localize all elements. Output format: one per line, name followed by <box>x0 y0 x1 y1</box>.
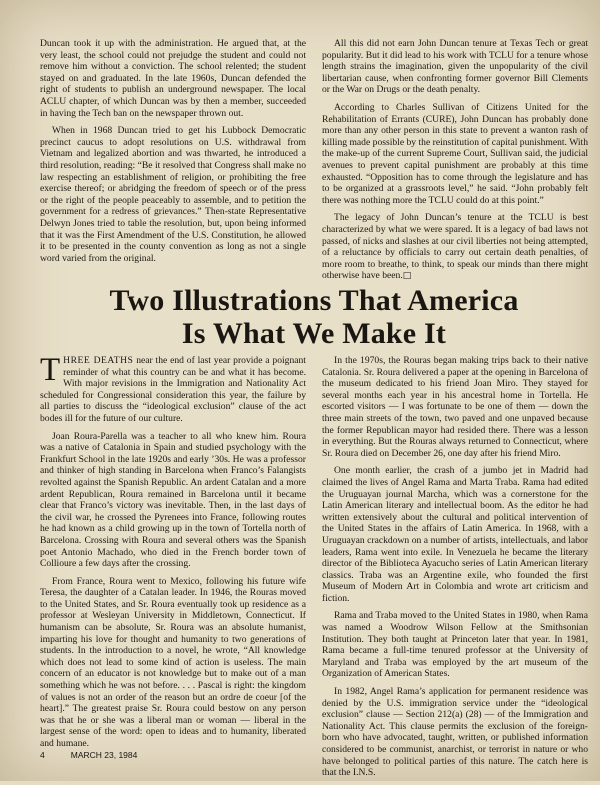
lead-text: near the end of last year provide a poignant reminder of what this country can be and what it has become. With major revisions in the Immigration and Nationality Act scheduled for Congressional consideration this year, the failure by all parties to discuss the “ideological exclusion” clause of the act bodes ill for the future of our culture. <box>40 355 306 424</box>
paragraph: Rama and Traba moved to the United States in 1980, when Rama was named a Woodrow Wilson Fellow at the Smithsonian Institution. They both taught at Princeton later that year. In 1981, Rama became a full-time tenured professor at the University of Maryland and Traba was employed by the art museum of the Organization of American States. <box>322 610 588 680</box>
article-right-column <box>322 355 588 785</box>
paragraph: Joan Roura-Parella was a teacher to all who knew him. Roura was a native of Catalonia in Spain and studied psychology with the Frankfurt School in the late 1920s and early ’30s. He was a professor and thinker of high standing in Barcelona when Franco’s Falangists revolted against the Spanish Republic. An ardent Catalan and a more ardent Republican, Roura remained in Barcelona until it became clear that Franco’s victory was inevitable. Then, in the last days of the civil war, he crossed the Pyrenees into France, following routes he had known as a child growing up in the town of Tortella north of Barcelona. Crossing with Roura and several others was the Spanish poet Antonio Machado, who died in the French border town of Collioure a few days after the crossing. <box>40 430 306 570</box>
headline-line-1: Two Illustrations That America <box>109 284 519 317</box>
top-columns <box>40 38 588 289</box>
page-footer <box>40 750 588 760</box>
paragraph: In the 1970s, the Rouras began making trips back to their native Catalonia. Sr. Roura delivered a paper at the opening in Barcelona of the museum dedicated to his friend Joan Miro. They stayed for several months each year in his ancestral home in Tortella. He escorted visitors — I was fortunate to be one of them — down the three main streets of the town, two paved and one unpaved because the former Republican mayor had resided there. There was a lesson in everything. But the Rouras always returned to Connecticut, where Sr. Roura died on December 26, one day after his friend Miro. <box>322 355 588 459</box>
lead-caps: HREE DEATHS <box>63 355 134 366</box>
top-right-column <box>322 38 588 289</box>
page-number: 4 <box>40 750 45 760</box>
lead-paragraph <box>40 352 306 425</box>
article-headline <box>40 284 588 350</box>
paragraph: All this did not earn John Duncan tenure at Texas Tech or great popularity. But it did lead to his work with TCLU for a tenure whose length strains the imagination, given the unpopularity of the civil libertarian cause, when confronting former governor Bill Clements or the War on Drugs or the death penalty. <box>322 38 588 96</box>
paragraph: Duncan took it up with the administration. He argued that, at the very least, the school could not prejudge the student and could not remove him without a conviction. The school relented; the student stayed on and graduated. In the late 1960s, Duncan defended the right of students to publish an underground newspaper. The local ACLU chapter, of which Duncan was by then a member, succeeded in having the Tech ban on the newspaper thrown out. <box>40 38 306 119</box>
article-columns <box>40 352 588 785</box>
drop-cap: T <box>40 352 61 388</box>
paragraph: In 1982, Angel Rama’s application for permanent residence was denied by the U.S. immigration service under the “ideological exclusion” clause — Section 212(a) (28) — of the Immigration and Nationality Act. This clause permits the exclusion of the foreign-born who have advocated, taught, written, or published information considered to be communist, anarchist, or terrorist in nature or who have belonged to political parties of this nature. The catch here is that the I.N.S. <box>322 686 588 779</box>
paragraph: According to Charles Sullivan of Citizens United for the Rehabilitation of Errants (CURE), John Duncan has probably done more than any other person in this state to prevent a wanton rash of killing made possible by the reinstitution of capital punishment. With the make-up of the current Supreme Court, Sullivan said, the judicial avenues to prevent capital punishment are probably at this time exhausted. “Opposition has to come through the legislature and has to be organized at a grassroots level,” he said. “John probably felt there was nothing more the TCLU could do at this point.” <box>322 101 588 206</box>
end-mark: □ <box>402 271 412 282</box>
paragraph-text: The legacy of John Duncan’s tenure at the TCLU is best characterized by what we were spared. It is a legacy of bad laws not passed, of nicks and slashes at our civil liberties not being attempted, of a reluctance by officials to carry out certain death penalties, of more room to breathe, to think, to speak our minds than there might otherwise have been. <box>322 212 588 282</box>
paragraph: From France, Roura went to Mexico, following his future wife Teresa, the daughter of a Catalan leader. In 1946, the Rouras moved to the United States, and Sr. Roura eventually took up residence as a professor at Wesleyan University in Middletown, Connecticut. If humanism can be absolute, Sr. Roura was an absolute humanist, imparting his love for thought and humanity to two generations of students. In the introduction to a novel, he wrote, “All knowledge which does not lead to some kind of action is useless. The main concern of an educator is not knowledge but to make out of a man something which he was not before. . . . Pascal is right: the kingdom of values is not an order of the reason but an ordre de coeur [of the heart].” The greatest praise Sr. Roura could bestow on any person was that he or she was a liberal man or woman — liberal in the largest sense of the word: open to ideas and to humanity, liberated and humane. <box>40 575 306 749</box>
article-left-column <box>40 352 306 785</box>
headline-line-2: Is What We Make It <box>181 317 447 350</box>
paragraph: When in 1968 Duncan tried to get his Lubbock Democratic precinct caucus to adopt resolutions on U.S. withdrawal from Vietnam and legalized abortion and was thwarted, he introduced a third resolution, reading: “Be it resolved that Congress shall make no law respecting an establishment of religion, or prohibiting the free exercise thereof; or abridging the freedom of speech or of the press or the right of the people peaceably to assemble, and to petition the government for a redress of grievances.” Then-state Representative Delwyn Jones tried to table the resolution, but, upon being informed that it was the First Amendment of the U.S. Constitution, he allowed it to be presented in the county convention as long as not a single word varied from the original. <box>40 125 306 264</box>
top-left-column <box>40 38 306 289</box>
paragraph: One month earlier, the crash of a jumbo jet in Madrid had claimed the lives of Angel Rama and Marta Traba. Rama had edited the Uruguayan journal Marcha, which was a cornerstone for the Latin American literary and intellectual boom. As the editor he had written extensively about the cultural and political intervention of the United States in the affairs of Latin America. In 1968, with a Uruguayan crackdown on a number of artists, intellectuals, and labor leaders, Rama went into exile. In Venezuela he became the literary director of the Biblioteca Ayacucho series of Latin American literary classics. Traba was an Argentine exile, who founded the first Museum of Modern Art in Colombia and wrote art criticism and fiction. <box>322 465 588 604</box>
issue-date: MARCH 23, 1984 <box>70 750 138 760</box>
paragraph-final <box>322 212 588 283</box>
